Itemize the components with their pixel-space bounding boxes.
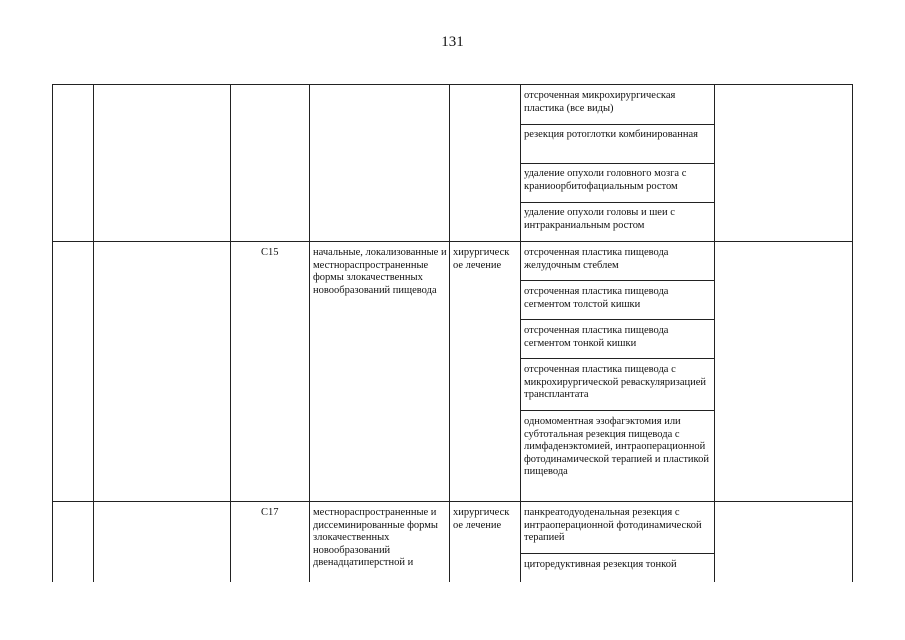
method-cell: панкреатодуоденальная резекция с интраоперационной фотодинамической терапией: [524, 507, 702, 544]
method-separator: [520, 358, 714, 359]
column-divider: [93, 85, 94, 582]
method-separator: [520, 163, 714, 164]
method-cell: отсроченная пластика пищевода сегментом толстой кишки: [524, 286, 669, 310]
diagnosis-code: C15: [261, 247, 279, 258]
column-divider: [309, 85, 310, 582]
column-divider: [714, 85, 715, 582]
treatment-type: хирургическ ое лечение: [453, 247, 510, 271]
method-cell: резекция ротоглотки комбинированная: [524, 129, 698, 140]
method-separator: [520, 319, 714, 320]
method-cell: циторедуктивная резекция тонкой: [524, 559, 677, 570]
method-cell: отсроченная пластика пищевода желудочным стеблем: [524, 247, 669, 271]
page-number: 131: [441, 34, 464, 50]
diagnosis-code: C17: [261, 507, 279, 518]
diagnosis-description: начальные, локализованные и местнораспространенные формы злокачественных новообразований пищевода: [313, 247, 447, 296]
method-separator: [520, 202, 714, 203]
method-cell: отсроченная пластика пищевода сегментом тонкой кишки: [524, 325, 669, 349]
treatment-type: хирургическ ое лечение: [453, 507, 510, 531]
method-cell: удаление опухоли головного мозга с краниоорбитофациальным ростом: [524, 168, 687, 192]
method-cell: отсроченная микрохирургическая пластика (все виды): [524, 90, 676, 114]
row-separator: [53, 241, 852, 242]
row-separator: [53, 501, 852, 502]
method-cell: отсроченная пластика пищевода с микрохирургической реваскуляризацией трансплантата: [524, 364, 706, 401]
column-divider: [230, 85, 231, 582]
column-divider: [520, 85, 521, 582]
column-divider: [449, 85, 450, 582]
method-separator: [520, 553, 714, 554]
method-cell: удаление опухоли головы и шеи с интракраниальным ростом: [524, 207, 675, 231]
services-table: [52, 84, 853, 582]
method-separator: [520, 280, 714, 281]
diagnosis-description: местнораспространенные и диссеминированные формы злокачественных новообразований двенадцатиперстной и: [313, 507, 438, 569]
method-cell: одномоментная эзофагэктомия или субтотальная резекция пищевода с лимфаденэктомией, интраоперационной фотодинамической терапией и пластикой пищевода: [524, 416, 709, 478]
method-separator: [520, 124, 714, 125]
method-separator: [520, 410, 714, 411]
